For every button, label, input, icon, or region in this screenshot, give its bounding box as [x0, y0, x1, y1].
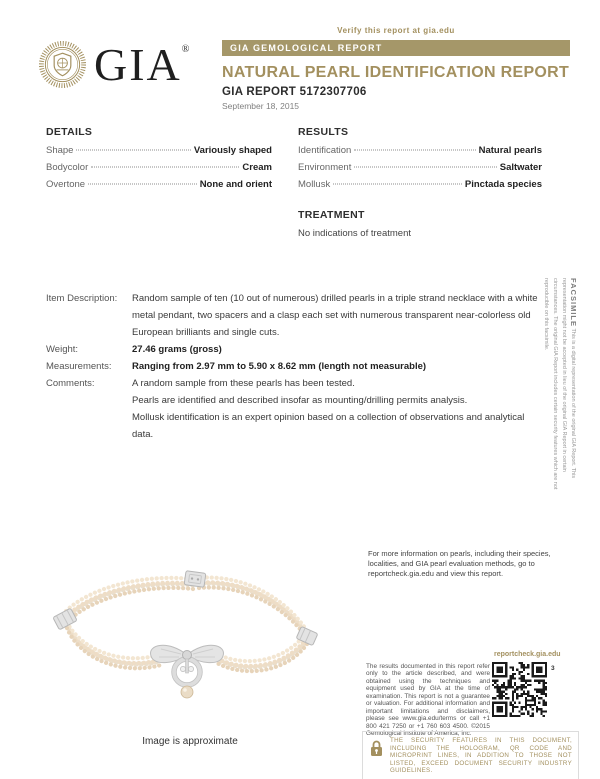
detail-value: Variously shaped [193, 145, 272, 156]
padlock-icon [370, 740, 383, 757]
dot-leader [354, 167, 496, 168]
measurements-row [46, 358, 548, 375]
result-label: Mollusk [298, 179, 331, 190]
comments-label: Comments: [46, 378, 95, 389]
result-value: Natural pearls [478, 145, 542, 156]
detail-value: None and orient [199, 179, 272, 190]
gia-logo [38, 40, 189, 89]
item-description-section [46, 290, 548, 443]
security-text: THE SECURITY FEATURES IN THIS DOCUMENT, INCLUDING THE HOLOGRAM, QR CODE AND MICROPRINT LINES, IN ADDITION TO THOSE NOT LISTED, EXCEED DOCUMENT SECURITY INDUSTRY GUIDELINES. [390, 737, 572, 775]
qr-page-marker: 3 [551, 665, 555, 672]
result-row-identification [298, 145, 542, 162]
page-title: NATURAL PEARL IDENTIFICATION REPORT [222, 64, 570, 81]
results-section [298, 126, 542, 239]
treatment-text: No indications of treatment [298, 228, 412, 239]
detail-label: Bodycolor [46, 162, 89, 173]
facsimile-text: This is a digital representation of the original GIA Report. This representation might not be accepted in lieu of the original GIA Report in certain circumstances. The original GIA Report includes certain security features which are not reproducible on this facsimile. [543, 278, 576, 490]
bow-pendant [151, 645, 224, 698]
treatment-section [298, 209, 542, 239]
verify-link-text: Verify this report at gia.edu [337, 26, 455, 35]
facsimile-sidebar [541, 278, 578, 490]
result-value: Saltwater [499, 162, 542, 173]
item-description-label: Item Description: [46, 293, 118, 304]
report-type-bar: GIA GEMOLOGICAL REPORT [222, 40, 570, 56]
detail-row-bodycolor [46, 162, 272, 179]
results-heading: RESULTS [298, 126, 349, 138]
detail-value: Cream [242, 162, 272, 173]
weight-row [46, 341, 548, 358]
comment-line: A random sample from these pearls has been tested. [132, 378, 355, 389]
pearl-drop [181, 686, 193, 698]
report-number: GIA REPORT 5172307706 [222, 86, 367, 98]
report-header [222, 26, 570, 111]
qr-label: reportcheck.gia.edu [494, 651, 561, 658]
measurements-label: Measurements: [46, 361, 112, 372]
dot-leader [91, 167, 239, 168]
image-caption: Image is approximate [142, 736, 238, 747]
result-label: Environment [298, 162, 352, 173]
details-section [46, 126, 272, 196]
gia-logo-text: GIA [94, 39, 182, 90]
detail-row-shape [46, 145, 272, 162]
result-row-mollusk [298, 179, 542, 196]
result-row-environment [298, 162, 542, 179]
details-heading: DETAILS [46, 126, 93, 138]
weight-value: 27.46 grams (gross) [132, 344, 222, 355]
dot-leader [76, 150, 190, 151]
comments-text [132, 375, 548, 443]
info-note: For more information on pearls, including their species, localities, and GIA pearl evaluation methods, go to reportcheck.gia.edu and view this report. [368, 549, 551, 578]
comments-row [46, 375, 548, 443]
result-value: Pinctada species [464, 179, 542, 190]
result-label: Identification [298, 145, 352, 156]
clasp [184, 571, 206, 588]
registered-mark: ® [181, 44, 190, 55]
facsimile-title: FACSIMILE [569, 278, 578, 328]
qr-code [492, 662, 547, 717]
detail-row-overtone [46, 179, 272, 196]
report-date: September 18, 2015 [222, 101, 300, 111]
weight-label: Weight: [46, 344, 79, 355]
comment-line: Mollusk identification is an expert opinion based on a collection of observations and analytical data. [132, 412, 525, 440]
gia-seal-icon [38, 40, 87, 89]
description-row [46, 290, 548, 341]
item-description-text: Random sample of ten (10 out of numerous) drilled pearls in a triple strand necklace with a white metal pendant, two spacers and a clasp each set with numerous transparent near-colorless old European brilliants and single cuts. [132, 293, 538, 338]
measurements-value: Ranging from 2.97 mm to 5.90 x 8.62 mm (length not measurable) [132, 361, 427, 372]
dot-leader [88, 184, 197, 185]
dot-leader [354, 150, 475, 151]
treatment-heading: TREATMENT [298, 209, 365, 221]
comment-line: Pearls are identified and described insofar as mounting/drilling permits analysis. [132, 395, 468, 406]
detail-label: Shape [46, 145, 74, 156]
dot-leader [333, 184, 462, 185]
necklace-image [30, 553, 350, 728]
security-notice [362, 731, 579, 779]
detail-label: Overtone [46, 179, 86, 190]
disclaimer-text: The results documented in this report refer only to the article described, and were obtained using the techniques and equipment used by GIA at the time of examination. This report is not a guarantee or valuation. For additional information and important limitations and disclaimers, please see www.gia.edu/terms or call +1 800 421 7250 or +1 760 603 4500. ©2015 Gemological Institute of America, Inc. [366, 663, 490, 738]
